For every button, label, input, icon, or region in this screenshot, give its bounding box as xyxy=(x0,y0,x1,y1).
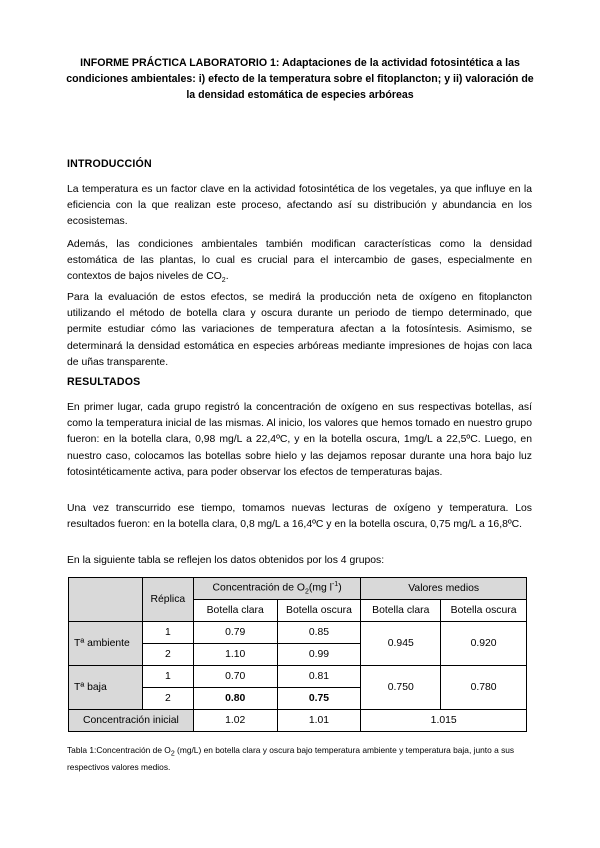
intro-paragraph-2-end: . xyxy=(225,271,229,283)
mean-cell: 0.945 xyxy=(361,622,441,666)
value-cell: 1.10 xyxy=(193,644,277,666)
replica-cell: 2 xyxy=(142,688,193,710)
concentration-header-text: Concentración de O xyxy=(212,582,305,594)
caption-o2-subscript: 2 xyxy=(170,750,175,758)
value-cell: 0.85 xyxy=(277,622,361,644)
mean-cell: 1.015 xyxy=(361,710,527,732)
value-cell: 1.02 xyxy=(193,710,277,732)
replica-cell: 1 xyxy=(142,666,193,688)
mean-cell: 0.750 xyxy=(361,666,441,710)
concentration-header xyxy=(193,578,361,600)
intro-paragraph-2 xyxy=(67,237,532,290)
value-cell: 0.79 xyxy=(193,622,277,644)
results-paragraph-2: Una vez transcurrido ese tiempo, tomamos nuevas lecturas de oxígeno y temperatura. Los resultados fueron: en la botella clara, 0,8 mg/L a 16,4ºC y en la botella oscura, 0,75 mg/L a 16,8ºC. xyxy=(67,503,532,531)
oscura-header: Botella oscura xyxy=(277,600,361,622)
table-corner-cell xyxy=(69,578,143,622)
row-label-baja: Tª baja xyxy=(69,666,143,710)
mean-cell: 0.920 xyxy=(441,622,527,666)
mean-clara-header: Botella clara xyxy=(361,600,441,622)
value-cell: 0.80 xyxy=(193,688,277,710)
replica-cell: 2 xyxy=(142,644,193,666)
value-cell: 0.81 xyxy=(277,666,361,688)
table-row xyxy=(69,622,527,644)
unit-superscript: -1 xyxy=(331,581,339,589)
table-caption xyxy=(67,744,537,773)
table-header-row-1 xyxy=(69,578,527,600)
concentration-unit: (mg l xyxy=(308,582,332,594)
report-title: INFORME PRÁCTICA LABORATORIO 1: Adaptaciones de la actividad fotosintética a las condiciones ambientales: i) efecto de la temperatura sobre el fitoplancton; y ii) valoración de la densidad estomática de especies arbóreas xyxy=(66,57,534,101)
mean-oscura-header: Botella oscura xyxy=(441,600,527,622)
caption-text-end: (mg/L) en botella clara y oscura bajo temperatura ambiente y temperatura baja, junto a sus respectivos valores medios. xyxy=(67,745,515,772)
row-label-ambiente: Tª ambiente xyxy=(69,622,143,666)
value-cell: 1.01 xyxy=(277,710,361,732)
co2-subscript: 2 xyxy=(221,277,226,285)
table-row xyxy=(69,666,527,688)
intro-paragraph-3: Para la evaluación de estos efectos, se medirá la producción neta de oxígeno en fitoplancton utilizando el método de botella clara y oscura durante un periodo de tiempo determinado, que permite estudiar cómo las variaciones de temperatura afectan a la fotosíntesis. Asimismo, se determinará la densidad estomática en especies arbóreas mediante impresiones de hojas con laca de uñas transparente. xyxy=(67,292,532,368)
caption-text: Tabla 1:Concentración de O xyxy=(67,745,171,755)
results-table xyxy=(68,577,527,732)
results-paragraph-3: En la siguiente tabla se reflejen los datos obtenidos por los 4 grupos: xyxy=(67,555,385,566)
replica-cell: 1 xyxy=(142,622,193,644)
intro-heading: INTRODUCCIÓN xyxy=(67,158,152,170)
replica-header: Réplica xyxy=(142,578,193,622)
concentration-header-close: ) xyxy=(338,582,342,594)
clara-header: Botella clara xyxy=(193,600,277,622)
table-row xyxy=(69,710,527,732)
means-header: Valores medios xyxy=(361,578,527,600)
mean-cell: 0.780 xyxy=(441,666,527,710)
value-cell: 0.75 xyxy=(277,688,361,710)
value-cell: 0.70 xyxy=(193,666,277,688)
value-cell: 0.99 xyxy=(277,644,361,666)
intro-paragraph-2-text: Además, las condiciones ambientales también modifican características como la densidad estomática de las plantas, lo cual es crucial para el intercambio de gases, especialmente en contextos de bajos niveles de CO xyxy=(67,239,532,283)
intro-paragraph-1: La temperatura es un factor clave en la actividad fotosintética de los vegetales, ya que influye en la eficiencia con la que realizan este proceso, afectando así su distribución y abundancia en los ecosistemas. xyxy=(67,184,532,228)
results-heading: RESULTADOS xyxy=(67,376,141,388)
results-paragraph-1: En primer lugar, cada grupo registró la concentración de oxígeno en sus respectivas botellas, así como la temperatura inicial de las mismas. Al inicio, los valores que hemos tomado en nuestro grupo fueron: en la botella clara, 0,98 mg/L a 22,4ºC, y en la botella oscura, 1mg/L a 22,5ºC. Luego, en nuestro caso, colocamos las botellas sobre hielo y las dejamos reposar durante una hora bajo luz fotosintéticamente activa, para poder observar los efectos de temperaturas bajas. xyxy=(67,402,532,478)
o2-subscript: 2 xyxy=(304,588,309,596)
row-label-inicial: Concentración inicial xyxy=(69,710,194,732)
